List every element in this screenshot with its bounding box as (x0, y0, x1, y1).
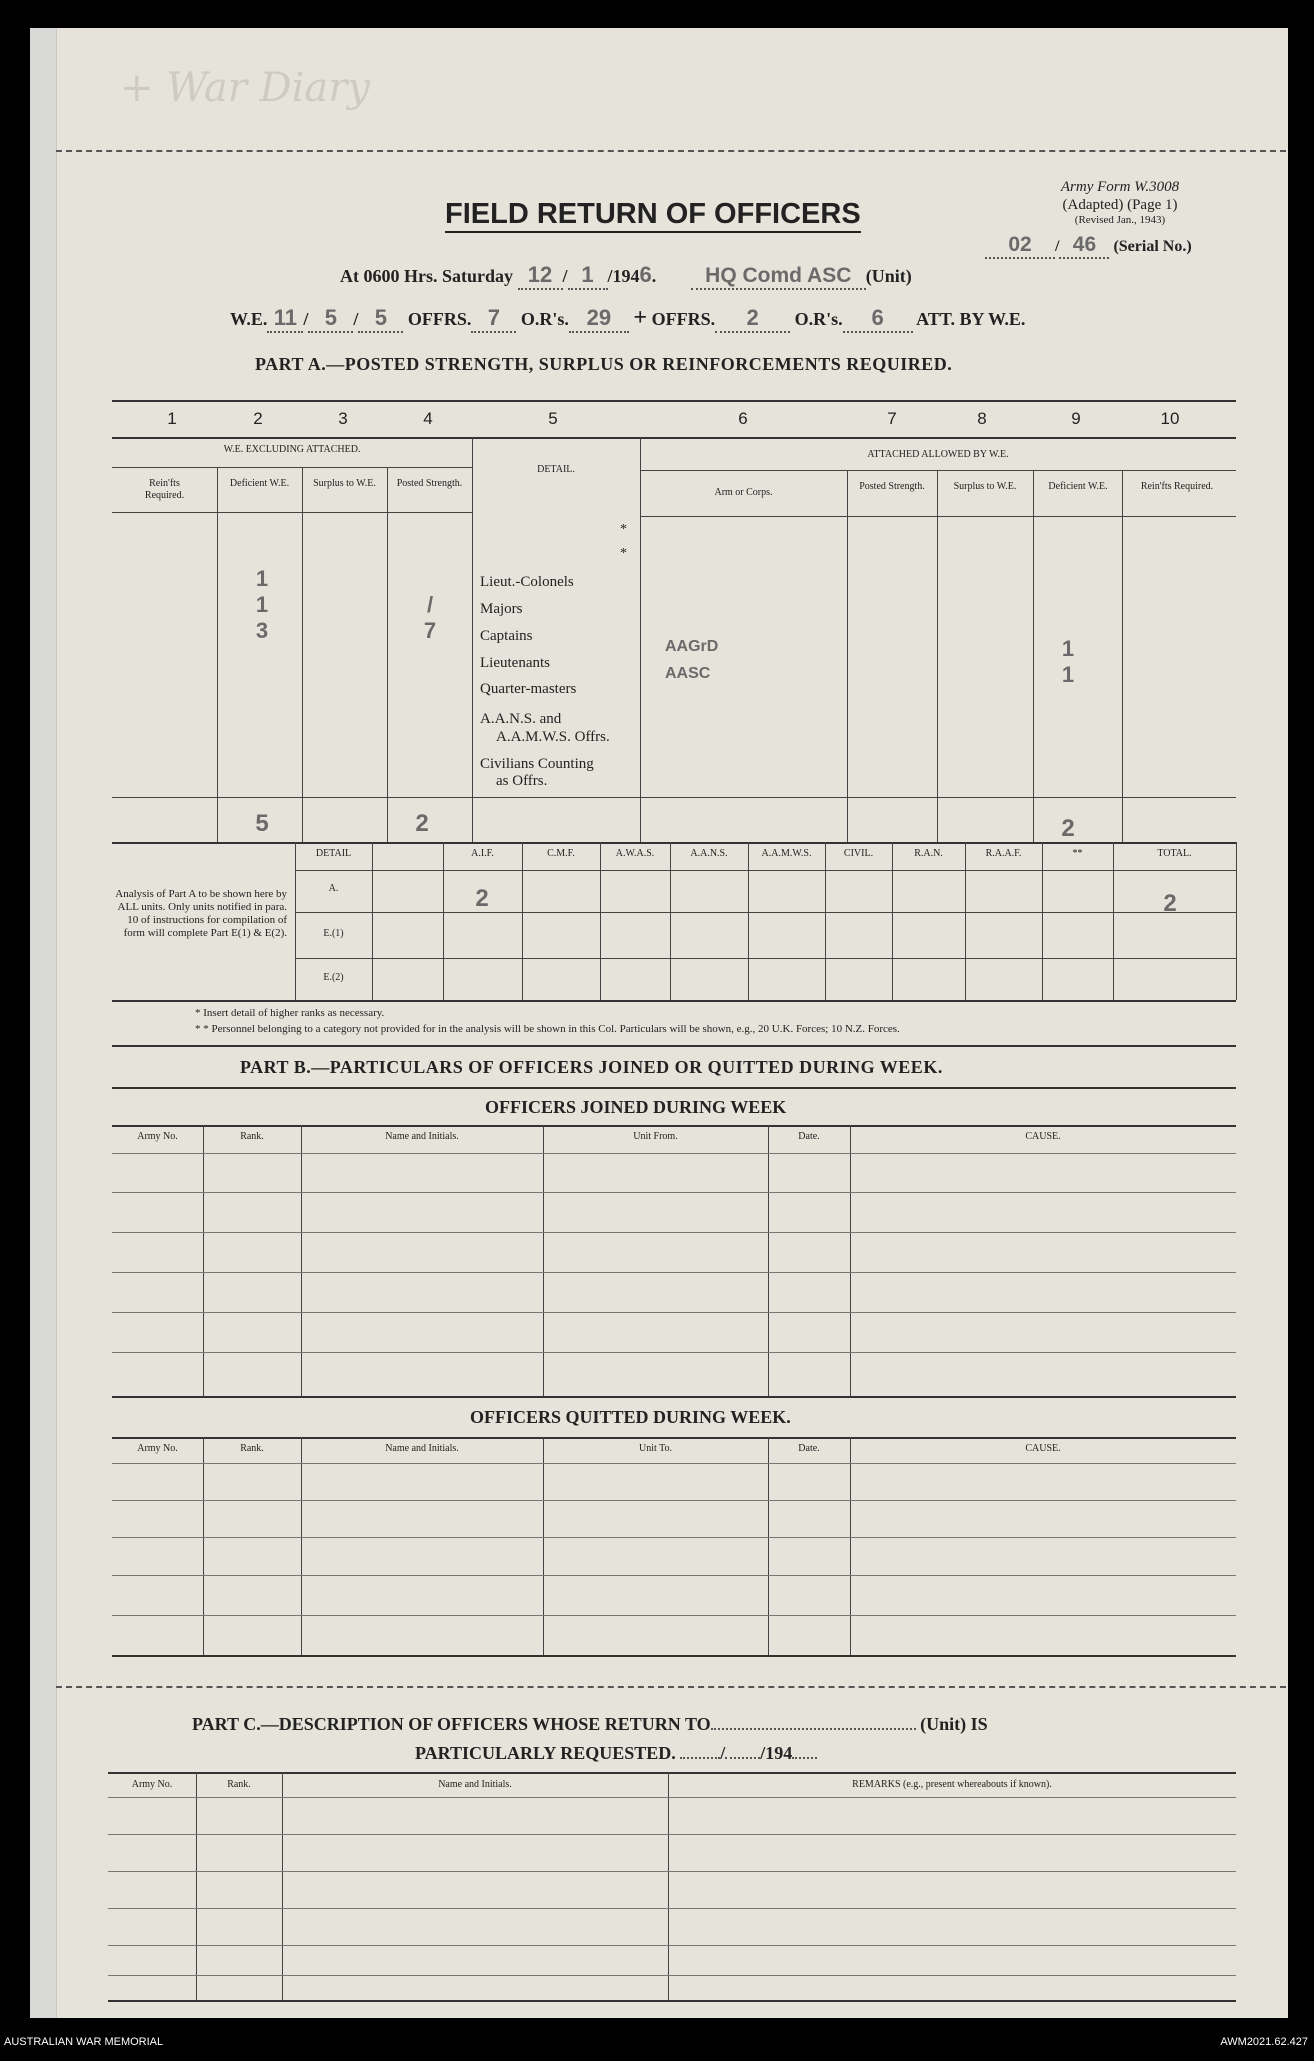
analysis-row-label: A. (328, 883, 339, 894)
offrs2-label: OFFRS. (651, 309, 716, 329)
table-vline (850, 1437, 851, 1655)
table-header: Name and Initials. (385, 1131, 459, 1142)
table-vline (768, 1125, 769, 1396)
table-header: CAUSE. (1025, 1131, 1061, 1142)
header-reinfts-right: Rein'fts Required. (1140, 481, 1214, 492)
vline-7 (847, 470, 848, 842)
table-header: Unit From. (633, 1131, 678, 1142)
table-header: Unit To. (638, 1443, 672, 1454)
part-c-unit-is: (Unit) IS (920, 1714, 988, 1734)
header-surplus-right: Surplus to W.E. (953, 481, 1017, 492)
column-number-9: 9 (1071, 409, 1081, 428)
part-a-top-border (112, 400, 1236, 402)
table-row (112, 1615, 1236, 1616)
part-c-bottom-line (108, 2000, 1236, 2002)
total-col4: 2 (415, 810, 429, 837)
table-header: REMARKS (e.g., present whereabouts if known). (852, 1779, 1052, 1790)
vline-5 (472, 437, 473, 842)
return-day: 12 (518, 262, 563, 290)
analysis-vline (1042, 842, 1043, 1000)
analysis-vline (825, 842, 826, 1000)
body-bottom (112, 797, 1236, 798)
part-c-requested: PARTICULARLY REQUESTED. (415, 1743, 676, 1763)
serial-block: 02 / 46 (Serial No.) (985, 233, 1192, 259)
header-subline-right (640, 470, 1236, 471)
page-title: FIELD RETURN OF OFFICERS (445, 198, 861, 233)
table-row (108, 1871, 1236, 1872)
table-vline (850, 1125, 851, 1396)
table-row (108, 1797, 1236, 1798)
table-row (112, 1463, 1236, 1464)
col9-value-2: 1 (1061, 662, 1075, 687)
table-header: Army No. (131, 1779, 173, 1790)
we-value-1: 11 (267, 305, 303, 333)
table-header: Rank. (227, 1779, 251, 1790)
paper-edge-strip (30, 28, 57, 2018)
column-number-6: 6 (738, 409, 748, 428)
table-row (112, 1153, 1236, 1154)
table-vline (203, 1125, 204, 1396)
column-number-7: 7 (887, 409, 897, 428)
table-header: Army No. (137, 1131, 178, 1142)
table-row (112, 1312, 1236, 1313)
analysis-header: TOTAL. (1157, 848, 1192, 859)
analysis-vline (372, 842, 373, 1000)
col4-captains: 7 (423, 618, 437, 643)
analysis-header: R.A.N. (914, 848, 943, 859)
table-header: Name and Initials. (385, 1443, 459, 1454)
part-b-top-line (112, 1087, 1236, 1089)
part-c-date-tail: /194 (760, 1743, 793, 1763)
part-a-end-line (112, 1045, 1236, 1047)
table-row (112, 1352, 1236, 1353)
header-deficient-left: Deficient W.E. (229, 478, 290, 489)
table-row (112, 1575, 1236, 1576)
analysis-header-line (295, 870, 1236, 871)
footer-left: AUSTRALIAN WAR MEMORIAL (4, 2036, 164, 2048)
part-a-header-border (112, 437, 1236, 439)
table-row (112, 1192, 1236, 1193)
quitted-bottom-line (112, 1655, 1236, 1657)
column-number-5: 5 (548, 409, 558, 428)
vline-10 (1122, 470, 1123, 842)
table-vline (301, 1125, 302, 1396)
column-number-2: 2 (253, 409, 263, 428)
ors-value: 29 (569, 305, 629, 333)
we-value-3: 5 (358, 305, 403, 333)
analysis-note: Analysis of Part A to be shown here by ALL units. Only units notified in para. 10 of instructions for compilation of form will complete Part E(1) & E(2). (115, 888, 287, 939)
time-prefix: At 0600 Hrs. Saturday (340, 266, 514, 286)
part-c-date-blank-3 (792, 1757, 817, 1759)
quitted-title: OFFICERS QUITTED DURING WEEK. (470, 1407, 791, 1427)
analysis-row-e1-line (295, 958, 1236, 959)
vline-3 (302, 467, 303, 842)
table-row (112, 1500, 1236, 1501)
ors2-value: 6 (843, 305, 913, 333)
analysis-header: A.A.N.S. (690, 848, 728, 859)
ors-label: O.R's. (520, 309, 569, 329)
att-label: ATT. BY W.E. (916, 309, 1026, 329)
analysis-vline (748, 842, 749, 1000)
table-row (108, 1908, 1236, 1909)
we-excluding-header: W.E. EXCLUDING ATTACHED. (223, 444, 361, 455)
table-header: Rank. (240, 1131, 264, 1142)
footer-right: AWM2021.62.427 (1220, 2036, 1308, 2048)
analysis-total-a: 2 (1163, 890, 1177, 917)
analysis-header: DETAIL (315, 848, 352, 859)
table-row (112, 1272, 1236, 1273)
analysis-header: C.M.F. (547, 848, 575, 859)
analysis-header: ** (1072, 848, 1083, 859)
part-c-top-line (108, 1772, 1236, 1774)
analysis-row-a-line (295, 912, 1236, 913)
analysis-bottom-line (112, 1000, 1236, 1002)
analysis-vline (443, 842, 444, 1000)
star-2: * (620, 546, 627, 561)
header-bottom-right (640, 516, 1236, 517)
return-year-digit: 6 (639, 262, 652, 287)
vline-2 (217, 467, 218, 842)
header-surplus-left: Surplus to W.E. (313, 478, 376, 489)
part-c-date-blank-1 (680, 1757, 720, 1759)
table-vline (282, 1772, 283, 2000)
total-col9: 2 (1061, 815, 1075, 842)
form-ref-line2: (Adapted) (Page 1) (1062, 197, 1178, 213)
footnote-2: * * Personnel belonging to a category not provided for in the analysis will be shown in this Col. Particulars will be shown, e.g., 20 U.K. Forces; 10 N.Z. Forces. (195, 1023, 900, 1035)
total-col2: 5 (255, 810, 269, 837)
serial-label: (Serial No.) (1113, 238, 1192, 255)
table-vline (196, 1772, 197, 2000)
joined-top-line (112, 1125, 1236, 1127)
table-header: Rank. (240, 1443, 264, 1454)
serial-number: 02 (985, 233, 1055, 259)
arm-corps-2: AASC (665, 665, 711, 682)
col2-majors: 1 (255, 592, 269, 617)
analysis-row-label: E.(2) (323, 972, 344, 983)
part-c-date-blank-2 (725, 1757, 760, 1759)
analysis-row-label: E.(1) (323, 928, 344, 939)
unit-label: (Unit) (865, 266, 912, 286)
table-header: Date. (798, 1443, 820, 1454)
joined-bottom-line (112, 1396, 1236, 1398)
analysis-header: A.W.A.S. (615, 848, 655, 859)
arm-corps-1: AAGrD (665, 638, 719, 655)
table-vline (203, 1437, 204, 1655)
analysis-header: A.A.M.W.S. (761, 848, 812, 859)
rank-majors: Majors (480, 601, 523, 617)
col2-lt-col: 1 (255, 566, 269, 591)
analysis-header: R.A.A.F. (985, 848, 1022, 859)
rank-as-offrs: as Offrs. (496, 773, 548, 789)
offrs-value: 7 (471, 305, 516, 333)
header-bottom-left (112, 512, 472, 513)
column-number-3: 3 (338, 409, 348, 428)
column-number-10: 10 (1160, 409, 1180, 428)
perforation-line-bottom (56, 1686, 1286, 1688)
rank-aans: A.A.N.S. and (480, 711, 562, 727)
perforation-line-top (56, 150, 1286, 152)
vline-4 (387, 467, 388, 842)
unit-value: HQ Comd ASC (691, 264, 866, 290)
header-deficient-right: Deficient W.E. (1048, 481, 1108, 492)
table-row (112, 1232, 1236, 1233)
rank-lieutenants: Lieutenants (480, 655, 550, 671)
analysis-header: CIVIL. (843, 848, 874, 859)
part-b-title: PART B.—PARTICULARS OF OFFICERS JOINED OR QUITTED DURING WEEK. (240, 1057, 943, 1077)
joined-title: OFFICERS JOINED DURING WEEK (485, 1097, 787, 1117)
vline-8 (937, 470, 938, 842)
rank-captains: Captains (480, 628, 533, 644)
header-arm-corps: Arm or Corps. (714, 487, 773, 498)
table-vline (543, 1437, 544, 1655)
ors2-label: O.R's. (794, 309, 843, 329)
header-posted-right: Posted Strength. (859, 481, 925, 492)
header-reinfts-left: Rein'fts Required. (144, 478, 185, 501)
form-ref-line3: (Revised Jan., 1943) (1074, 214, 1166, 226)
table-row (108, 1945, 1236, 1946)
part-c-line2: PARTICULARLY REQUESTED. / /194 (415, 1743, 817, 1764)
plus-sign: + (633, 305, 648, 331)
col2-captains: 3 (255, 618, 269, 643)
offrs2-value: 2 (715, 305, 790, 333)
table-header: CAUSE. (1025, 1443, 1061, 1454)
column-number-4: 4 (423, 409, 433, 428)
attached-allowed-header: ATTACHED ALLOWED BY W.E. (867, 449, 1009, 460)
table-vline (543, 1125, 544, 1396)
table-row (108, 1834, 1236, 1835)
we-value-2: 5 (308, 305, 353, 333)
table-vline (301, 1437, 302, 1655)
part-a-title: PART A.—POSTED STRENGTH, SURPLUS OR REINFORCEMENTS REQUIRED. (255, 354, 953, 374)
analysis-vline (1113, 842, 1114, 1000)
return-year-prefix: /194 (607, 266, 640, 286)
form-reference (1030, 178, 1210, 227)
handwritten-note: + War Diary (120, 65, 370, 111)
analysis-aif-a: 2 (475, 885, 489, 912)
table-header: Date. (798, 1131, 820, 1142)
header-subline-left (112, 467, 472, 468)
rank-aamws: A.A.M.W.S. Offrs. (496, 729, 610, 745)
table-row (112, 1537, 1236, 1538)
column-number-8: 8 (977, 409, 987, 428)
detail-header: DETAIL. (537, 464, 575, 475)
serial-year: 46 (1059, 233, 1109, 259)
table-vline (668, 1772, 669, 2000)
table-row (108, 1975, 1236, 1976)
part-c-title: PART C.—DESCRIPTION OF OFFICERS WHOSE RETURN TO (192, 1714, 711, 1734)
footnote-1: * Insert detail of higher ranks as necessary. (195, 1007, 385, 1019)
table-header: Army No. (137, 1443, 178, 1454)
star-1: * (620, 522, 627, 537)
analysis-vline (522, 842, 523, 1000)
analysis-header: A.I.F. (471, 848, 494, 859)
analysis-vline (600, 842, 601, 1000)
we-label: W.E. (230, 309, 268, 329)
analysis-vline (670, 842, 671, 1000)
we-line: W.E. 11 / 5 / 5 OFFRS. 7 O.R's. 29 + OFFRS. 2 O.R's. 6 ATT. BY W.E. (230, 305, 1026, 331)
return-month: 1 (568, 262, 608, 290)
analysis-vline (965, 842, 966, 1000)
part-c-title-line (192, 1714, 988, 1735)
col4-majors: / (426, 592, 434, 617)
analysis-vline (1236, 842, 1237, 1000)
rank-lieut-colonels: Lieut.-Colonels (480, 574, 574, 590)
header-posted-left: Posted Strength. (396, 478, 463, 489)
vline-9 (1033, 470, 1034, 842)
time-line: At 0600 Hrs. Saturday 12 / 1 /1946. HQ Comd ASC (Unit) (340, 262, 912, 290)
table-header: Name and Initials. (438, 1779, 512, 1790)
table-vline (768, 1437, 769, 1655)
form-ref-line1: Army Form W.3008 (1060, 179, 1180, 195)
rank-quarter-masters: Quarter-masters (480, 681, 577, 697)
column-number-1: 1 (167, 409, 177, 428)
offrs-label: OFFRS. (407, 309, 472, 329)
quitted-top-line (112, 1437, 1236, 1439)
rank-civilians: Civilians Counting (480, 756, 594, 772)
col9-value-1: 1 (1061, 636, 1075, 661)
analysis-vline (892, 842, 893, 1000)
part-c-unit-blank (711, 1728, 916, 1730)
